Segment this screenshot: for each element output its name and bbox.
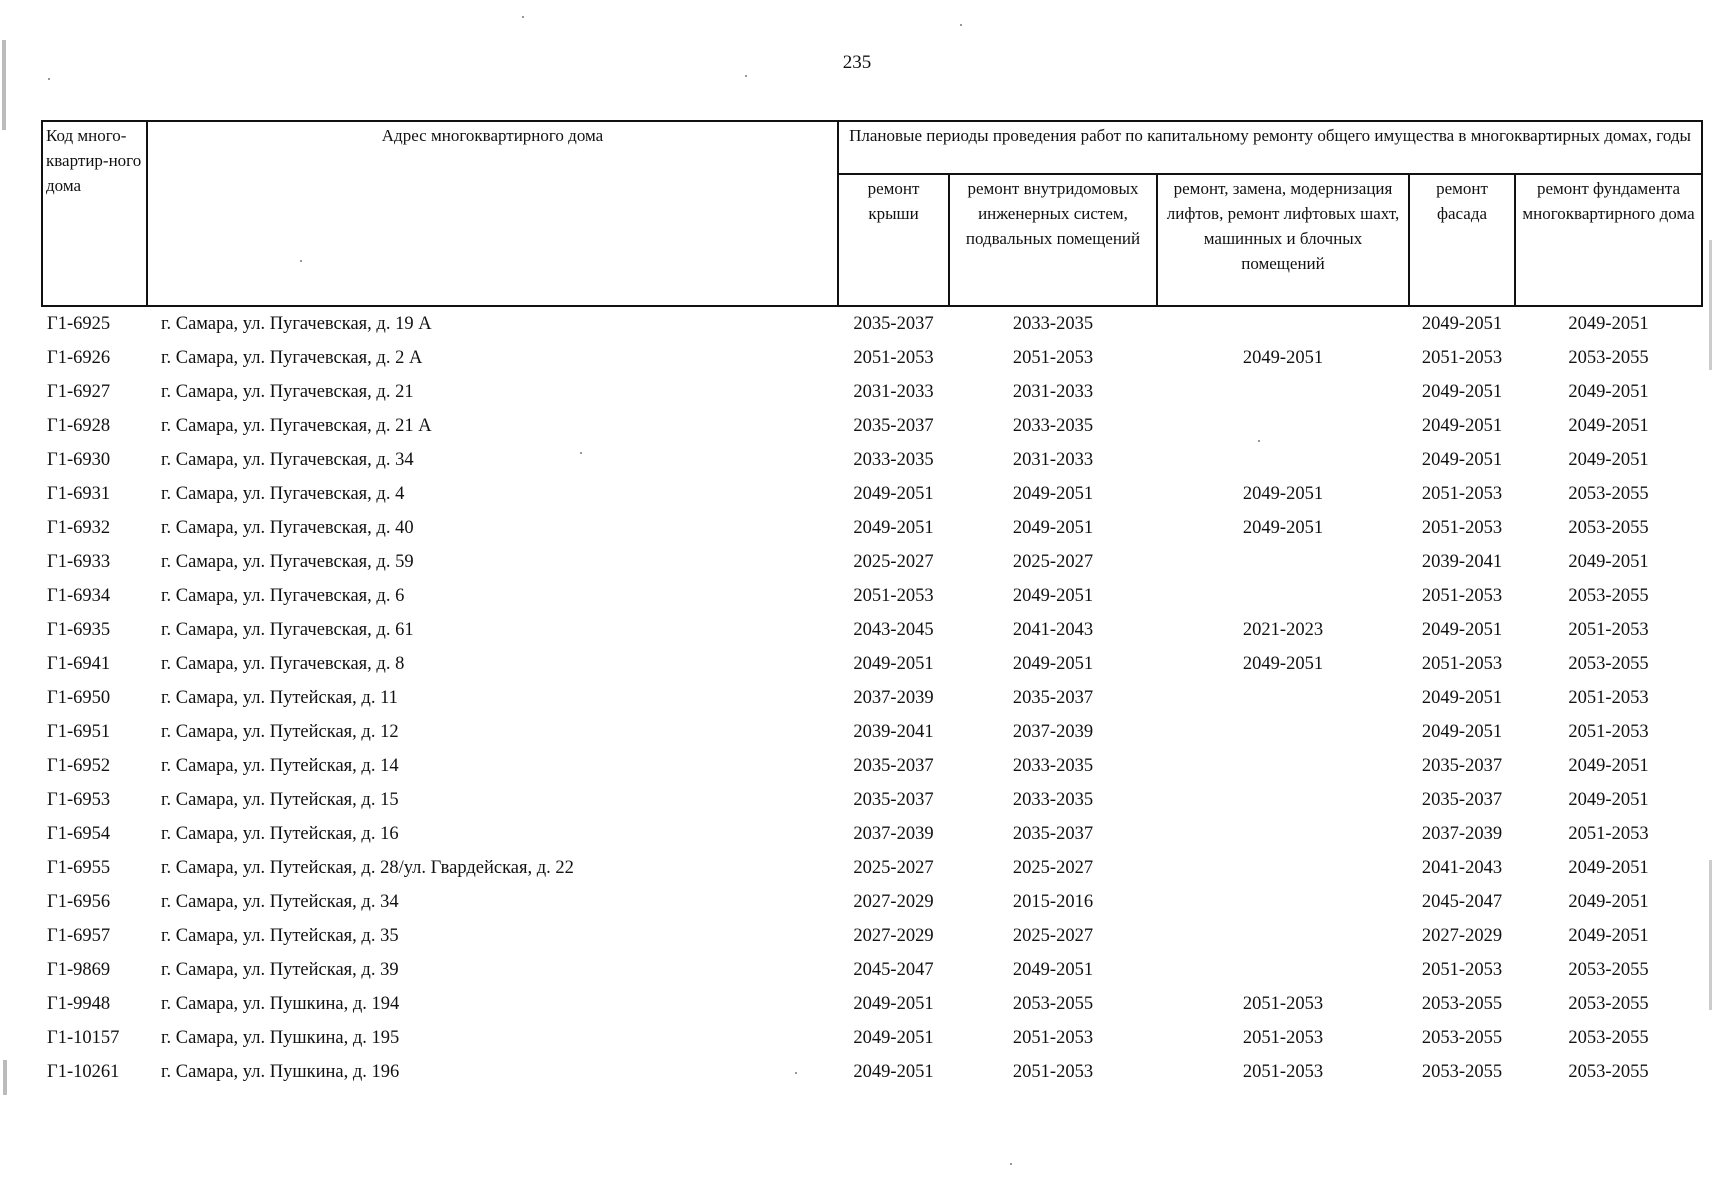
cell-foundation: 2049-2051 (1568, 891, 1649, 912)
cell-engineering: 2033-2035 (1012, 789, 1094, 810)
cell-roof: 2025-2027 (853, 857, 934, 878)
table-row (42, 306, 1702, 341)
cell-facade: 2045-2047 (1421, 891, 1503, 912)
cell-foundation: 2053-2055 (1568, 483, 1649, 504)
table-body (42, 306, 1702, 1089)
cell-foundation: 2053-2055 (1568, 347, 1649, 368)
cell-address: г. Самара, ул. Пугачевская, д. 6 (161, 585, 405, 606)
cell-roof: 2037-2039 (853, 823, 934, 844)
cell-roof: 2045-2047 (853, 959, 934, 980)
header-code: Код много-квартир-ного дома (42, 121, 147, 306)
cell-engineering: 2049-2051 (1012, 483, 1094, 504)
cell-roof: 2037-2039 (853, 687, 934, 708)
cell-engineering: 2049-2051 (1012, 517, 1094, 538)
cell-code: Г1-6927 (47, 381, 111, 402)
cell-address: г. Самара, ул. Путейская, д. 15 (161, 789, 399, 810)
cell-foundation: 2049-2051 (1568, 313, 1649, 334)
cell-facade: 2049-2051 (1421, 415, 1503, 436)
cell-engineering: 2033-2035 (1012, 415, 1094, 436)
scan-speck (300, 260, 302, 262)
table-row (42, 647, 1702, 681)
scan-speck (960, 24, 962, 26)
table-row (42, 953, 1702, 987)
header-address: Адрес многоквартирного дома (147, 121, 838, 306)
capital-repair-table (41, 120, 1703, 1089)
cell-facade: 2039-2041 (1421, 551, 1503, 572)
cell-engineering: 2041-2043 (1012, 619, 1094, 640)
cell-code: Г1-6950 (47, 687, 111, 708)
cell-engineering: 2031-2033 (1012, 449, 1094, 470)
cell-code: Г1-6952 (47, 755, 111, 776)
cell-elevators: 2051-2053 (1242, 993, 1324, 1014)
cell-engineering: 2033-2035 (1012, 313, 1094, 334)
cell-roof: 2031-2033 (853, 381, 934, 402)
cell-address: г. Самара, ул. Путейская, д. 39 (161, 959, 399, 980)
cell-code: Г1-6953 (47, 789, 111, 810)
cell-foundation: 2053-2055 (1568, 959, 1649, 980)
cell-engineering: 2049-2051 (1012, 585, 1094, 606)
cell-code: Г1-6932 (47, 517, 111, 538)
scan-edge-mark (1709, 860, 1712, 1010)
header-roof: ремонт крыши (838, 174, 949, 306)
cell-address: г. Самара, ул. Путейская, д. 11 (161, 687, 398, 708)
cell-engineering: 2015-2016 (1012, 891, 1094, 912)
cell-elevators: 2051-2053 (1242, 1027, 1324, 1048)
cell-elevators (1157, 375, 1409, 409)
cell-foundation: 2051-2053 (1568, 687, 1649, 708)
cell-elevators (1157, 715, 1409, 749)
cell-elevators: 2049-2051 (1242, 483, 1324, 504)
cell-facade: 2053-2055 (1421, 993, 1503, 1014)
cell-facade: 2049-2051 (1421, 381, 1503, 402)
cell-code: Г1-6934 (47, 585, 111, 606)
cell-roof: 2039-2041 (853, 721, 934, 742)
table-row (42, 443, 1702, 477)
cell-roof: 2027-2029 (853, 925, 934, 946)
cell-facade: 2051-2053 (1421, 585, 1503, 606)
cell-engineering: 2053-2055 (1012, 993, 1094, 1014)
header-facade: ремонт фасада (1409, 174, 1515, 306)
cell-elevators: 2049-2051 (1242, 347, 1324, 368)
cell-elevators (1157, 953, 1409, 987)
scan-speck (1258, 440, 1260, 442)
cell-elevators (1157, 919, 1409, 953)
cell-elevators: 2051-2053 (1242, 1061, 1324, 1082)
cell-code: Г1-10157 (47, 1027, 120, 1048)
scan-speck (1010, 1163, 1012, 1165)
cell-facade: 2051-2053 (1421, 653, 1503, 674)
cell-roof: 2043-2045 (853, 619, 934, 640)
header-planned-periods: Плановые периоды проведения работ по капитальному ремонту общего имущества в многоквартирных домах, годы (838, 121, 1702, 174)
cell-engineering: 2033-2035 (1012, 755, 1094, 776)
scan-edge-mark (3, 1060, 7, 1095)
cell-foundation: 2049-2051 (1568, 925, 1649, 946)
cell-engineering: 2031-2033 (1012, 381, 1094, 402)
cell-engineering: 2035-2037 (1012, 687, 1094, 708)
header-elevators: ремонт, замена, модернизация лифтов, ремонт лифтовых шахт, машинных и блочных помещений (1157, 174, 1409, 306)
cell-elevators (1157, 817, 1409, 851)
cell-foundation: 2049-2051 (1568, 449, 1649, 470)
cell-roof: 2049-2051 (853, 993, 934, 1014)
scan-speck (580, 452, 582, 454)
cell-engineering: 2025-2027 (1012, 857, 1094, 878)
cell-facade: 2051-2053 (1421, 483, 1503, 504)
table-row (42, 375, 1702, 409)
header-engineering: ремонт внутридомовых инженерных систем, подвальных помещений (949, 174, 1157, 306)
cell-address: г. Самара, ул. Путейская, д. 34 (161, 891, 399, 912)
cell-address: г. Самара, ул. Путейская, д. 28/ул. Гвардейская, д. 22 (161, 857, 574, 878)
cell-engineering: 2049-2051 (1012, 653, 1094, 674)
cell-facade: 2049-2051 (1421, 721, 1503, 742)
cell-foundation: 2053-2055 (1568, 1027, 1649, 1048)
cell-code: Г1-6954 (47, 823, 111, 844)
table-row (42, 919, 1702, 953)
cell-elevators (1157, 409, 1409, 443)
cell-engineering: 2049-2051 (1012, 959, 1094, 980)
cell-address: г. Самара, ул. Пугачевская, д. 40 (161, 517, 414, 538)
cell-roof: 2049-2051 (853, 653, 934, 674)
table-row (42, 579, 1702, 613)
cell-elevators: 2049-2051 (1242, 653, 1324, 674)
cell-foundation: 2051-2053 (1568, 823, 1649, 844)
header-foundation: ремонт фундамента многоквартирного дома (1515, 174, 1702, 306)
cell-facade: 2049-2051 (1421, 313, 1503, 334)
cell-address: г. Самара, ул. Путейская, д. 12 (161, 721, 399, 742)
cell-code: Г1-6941 (47, 653, 111, 674)
cell-code: Г1-6925 (47, 313, 111, 334)
cell-roof: 2051-2053 (853, 585, 934, 606)
cell-roof: 2049-2051 (853, 517, 934, 538)
cell-code: Г1-6931 (47, 483, 111, 504)
cell-foundation: 2051-2053 (1568, 721, 1649, 742)
cell-code: Г1-6957 (47, 925, 111, 946)
cell-address: г. Самара, ул. Путейская, д. 35 (161, 925, 399, 946)
cell-facade: 2049-2051 (1421, 619, 1503, 640)
cell-roof: 2049-2051 (853, 1027, 934, 1048)
table-row (42, 409, 1702, 443)
cell-foundation: 2049-2051 (1568, 857, 1649, 878)
scan-speck (745, 75, 747, 77)
cell-engineering: 2051-2053 (1012, 1061, 1094, 1082)
scan-speck (522, 16, 524, 18)
cell-engineering: 2025-2027 (1012, 551, 1094, 572)
cell-engineering: 2025-2027 (1012, 925, 1094, 946)
cell-address: г. Самара, ул. Пугачевская, д. 4 (161, 483, 405, 504)
cell-foundation: 2053-2055 (1568, 585, 1649, 606)
cell-roof: 2049-2051 (853, 483, 934, 504)
cell-facade: 2035-2037 (1421, 755, 1503, 776)
cell-address: г. Самара, ул. Пушкина, д. 195 (161, 1027, 400, 1048)
scan-speck (795, 1072, 797, 1074)
cell-engineering: 2035-2037 (1012, 823, 1094, 844)
cell-facade: 2041-2043 (1421, 857, 1503, 878)
cell-roof: 2027-2029 (853, 891, 934, 912)
cell-roof: 2035-2037 (853, 755, 934, 776)
page-number: 235 (842, 52, 872, 73)
cell-roof: 2035-2037 (853, 789, 934, 810)
cell-elevators (1157, 306, 1409, 341)
cell-foundation: 2049-2051 (1568, 789, 1649, 810)
cell-code: Г1-9948 (47, 993, 111, 1014)
cell-elevators (1157, 443, 1409, 477)
cell-elevators: 2021-2023 (1242, 619, 1324, 640)
cell-facade: 2053-2055 (1421, 1061, 1503, 1082)
cell-engineering: 2051-2053 (1012, 1027, 1094, 1048)
cell-foundation: 2049-2051 (1568, 415, 1649, 436)
cell-address: г. Самара, ул. Пугачевская, д. 21 (161, 381, 414, 402)
cell-engineering: 2037-2039 (1012, 721, 1094, 742)
cell-address: г. Самара, ул. Пугачевская, д. 34 (161, 449, 414, 470)
cell-foundation: 2049-2051 (1568, 755, 1649, 776)
cell-code: Г1-6955 (47, 857, 111, 878)
table-row (42, 817, 1702, 851)
cell-address: г. Самара, ул. Пугачевская, д. 59 (161, 551, 414, 572)
cell-address: г. Самара, ул. Пугачевская, д. 21 А (161, 415, 432, 436)
cell-elevators (1157, 783, 1409, 817)
cell-facade: 2051-2053 (1421, 517, 1503, 538)
scan-edge-mark (2, 40, 6, 130)
cell-foundation: 2053-2055 (1568, 1061, 1649, 1082)
cell-roof: 2049-2051 (853, 1061, 934, 1082)
cell-code: Г1-10261 (47, 1061, 120, 1082)
cell-engineering: 2051-2053 (1012, 347, 1094, 368)
cell-code: Г1-6930 (47, 449, 111, 470)
cell-roof: 2035-2037 (853, 313, 934, 334)
cell-address: г. Самара, ул. Пушкина, д. 196 (161, 1061, 400, 1082)
cell-foundation: 2053-2055 (1568, 993, 1649, 1014)
table-header (42, 121, 1702, 306)
cell-elevators (1157, 545, 1409, 579)
cell-elevators (1157, 579, 1409, 613)
cell-facade: 2051-2053 (1421, 959, 1503, 980)
cell-code: Г1-6933 (47, 551, 111, 572)
cell-roof: 2035-2037 (853, 415, 934, 436)
cell-foundation: 2049-2051 (1568, 551, 1649, 572)
cell-address: г. Самара, ул. Пугачевская, д. 61 (161, 619, 414, 640)
cell-code: Г1-6926 (47, 347, 111, 368)
cell-facade: 2027-2029 (1421, 925, 1503, 946)
cell-foundation: 2053-2055 (1568, 517, 1649, 538)
cell-facade: 2049-2051 (1421, 687, 1503, 708)
cell-code: Г1-9869 (47, 959, 111, 980)
table-row (42, 545, 1702, 579)
cell-code: Г1-6935 (47, 619, 111, 640)
cell-code: Г1-6951 (47, 721, 111, 742)
scan-speck (48, 78, 50, 80)
cell-facade: 2037-2039 (1421, 823, 1503, 844)
cell-roof: 2051-2053 (853, 347, 934, 368)
cell-code: Г1-6956 (47, 891, 111, 912)
cell-roof: 2025-2027 (853, 551, 934, 572)
table-row (42, 1055, 1702, 1089)
scan-edge-mark (1709, 240, 1712, 370)
cell-facade: 2053-2055 (1421, 1027, 1503, 1048)
table-row (42, 851, 1702, 885)
table-row (42, 477, 1702, 511)
cell-address: г. Самара, ул. Пугачевская, д. 19 А (161, 313, 432, 334)
cell-elevators (1157, 749, 1409, 783)
table-row (42, 987, 1702, 1021)
cell-address: г. Самара, ул. Пугачевская, д. 2 А (161, 347, 423, 368)
cell-address: г. Самара, ул. Путейская, д. 16 (161, 823, 399, 844)
cell-facade: 2035-2037 (1421, 789, 1503, 810)
table-row (42, 681, 1702, 715)
cell-elevators (1157, 851, 1409, 885)
cell-address: г. Самара, ул. Пугачевская, д. 8 (161, 653, 405, 674)
table-row (42, 715, 1702, 749)
cell-facade: 2049-2051 (1421, 449, 1503, 470)
table-row (42, 783, 1702, 817)
cell-elevators (1157, 885, 1409, 919)
cell-facade: 2051-2053 (1421, 347, 1503, 368)
table-row (42, 885, 1702, 919)
cell-elevators: 2049-2051 (1242, 517, 1324, 538)
cell-foundation: 2049-2051 (1568, 381, 1649, 402)
table-row (42, 1021, 1702, 1055)
cell-roof: 2033-2035 (853, 449, 934, 470)
table-row (42, 613, 1702, 647)
cell-foundation: 2051-2053 (1568, 619, 1649, 640)
cell-elevators (1157, 681, 1409, 715)
table-row (42, 341, 1702, 375)
table-row (42, 511, 1702, 545)
cell-foundation: 2053-2055 (1568, 653, 1649, 674)
cell-code: Г1-6928 (47, 415, 111, 436)
table-row (42, 749, 1702, 783)
cell-address: г. Самара, ул. Пушкина, д. 194 (161, 993, 400, 1014)
cell-address: г. Самара, ул. Путейская, д. 14 (161, 755, 399, 776)
